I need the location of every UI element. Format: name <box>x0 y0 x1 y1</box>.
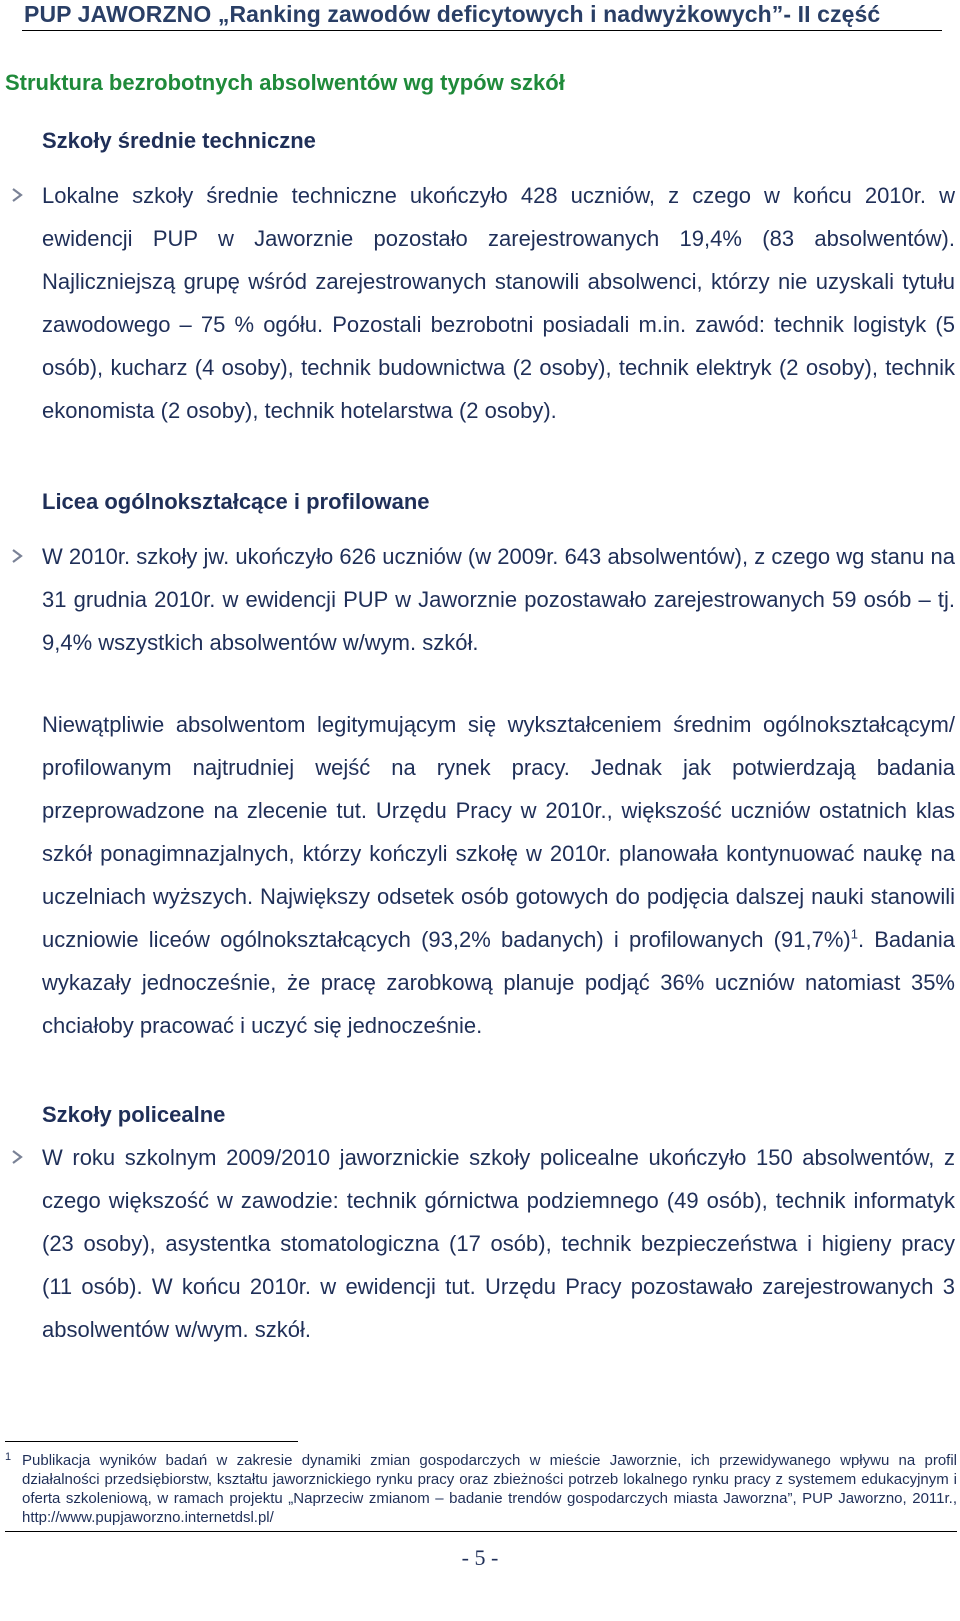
footnote-separator <box>5 1441 298 1442</box>
chevron-right-icon <box>10 1149 24 1165</box>
paragraph-licea-2-cont: . Badania wykazały jednocześnie, że pracę zarobkową planuje podjąć 36% uczniów natomiast 35% chciałoby pracować i uczyć się jednocześnie. <box>42 927 955 1038</box>
footnote-mark: 1 <box>5 1451 12 1463</box>
heading-szkoly-policealne: Szkoły policealne <box>42 1102 226 1127</box>
footnote <box>5 1451 957 1527</box>
chevron-right-icon <box>10 548 24 564</box>
footer-separator <box>5 1531 957 1532</box>
page-number: - 5 - <box>461 1545 499 1570</box>
chevron-right-icon <box>10 187 24 203</box>
header-title: PUP JAWORZNO „Ranking zawodów deficytowych i nadwyżkowych”- II część <box>24 1 881 27</box>
footnote-reference: 1 <box>850 926 858 942</box>
heading-szkoly-srednie-techniczne: Szkoły średnie techniczne <box>42 128 316 153</box>
heading-licea: Licea ogólnokształcące i profilowane <box>42 489 430 514</box>
paragraph-policealne: W roku szkolnym 2009/2010 jaworznickie szkoły policealne ukończyło 150 absolwentów, z czego większość w zawodzie: technik górnictwa podziemnego (49 osób), technik informatyk (23 osoby), asystentka stomatologiczna (17 osób), technik bezpieczeństwa i higieny pracy (11 osób). W końcu 2010r. w ewidencji tut. Urzędu Pracy pozostawało zarejestrowanych 3 absolwentów w/wym. szkół. <box>42 1145 955 1342</box>
footnote-text: Publikacja wyników badań w zakresie dynamiki zmian gospodarczych w mieście Jaworznie, ich przewidywanego wpływu na profil działalności przedsiębiorstw, kształtu jaworznickiego rynku pracy oraz zbieżności potrzeb lokalnego rynku pracy z systemem edukacyjnym i oferta szkoleniową, w ramach projektu „Naprzeciw zmianom – badanie trendów gospodarczych miasta Jaworzna”, PUP Jaworzno, 2011r., http://www.pupjaworzno.internetdsl.pl/ <box>22 1452 957 1526</box>
section-title: Struktura bezrobotnych absolwentów wg typów szkół <box>5 70 565 95</box>
paragraph-licea-1: W 2010r. szkoły jw. ukończyło 626 uczniów (w 2009r. 643 absolwentów), z czego wg stanu na 31 grudnia 2010r. w ewidencji PUP w Jaworznie pozostawało zarejestrowanych 59 osób – tj. 9,4% wszystkich absolwentów w/wym. szkół. <box>42 544 955 655</box>
paragraph-techniczne: Lokalne szkoły średnie techniczne ukończyło 428 uczniów, z czego w końcu 2010r. w ewidencji PUP w Jaworznie pozostało zarejestrowanych 19,4% (83 absolwentów). Najliczniejszą grupę wśród zarejestrowanych stanowili absolwenci, którzy nie uzyskali tytułu zawodowego – 75 % ogółu. Pozostali bezrobotni posiadali m.in. zawód: technik logistyk (5 osób), kucharz (4 osoby), technik budownictwa (2 osoby), technik elektryk (2 osoby), technik ekonomista (2 osoby), technik hotelarstwa (2 osoby). <box>42 183 955 423</box>
paragraph-licea-2 <box>42 703 955 1047</box>
paragraph-licea-2-text: Niewątpliwie absolwentom legitymującym się wykształceniem średnim ogólnokształcącym/ profilowanym najtrudniej wejść na rynek pracy. Jednak jak potwierdzają badania przeprowadzone na zlecenie tut. Urzędu Pracy w 2010r., większość uczniów ostatnich klas szkół ponagimnazjalnych, którzy kończyli szkołę w 2010r. planowała kontynuować naukę na uczelniach wyższych. Największy odsetek osób gotowych do podjęcia dalszej nauki stanowili uczniowie liceów ogólnokształcących (93,2% badanych) i profilowanych (91,7%) <box>42 712 955 952</box>
page-header <box>22 0 942 31</box>
